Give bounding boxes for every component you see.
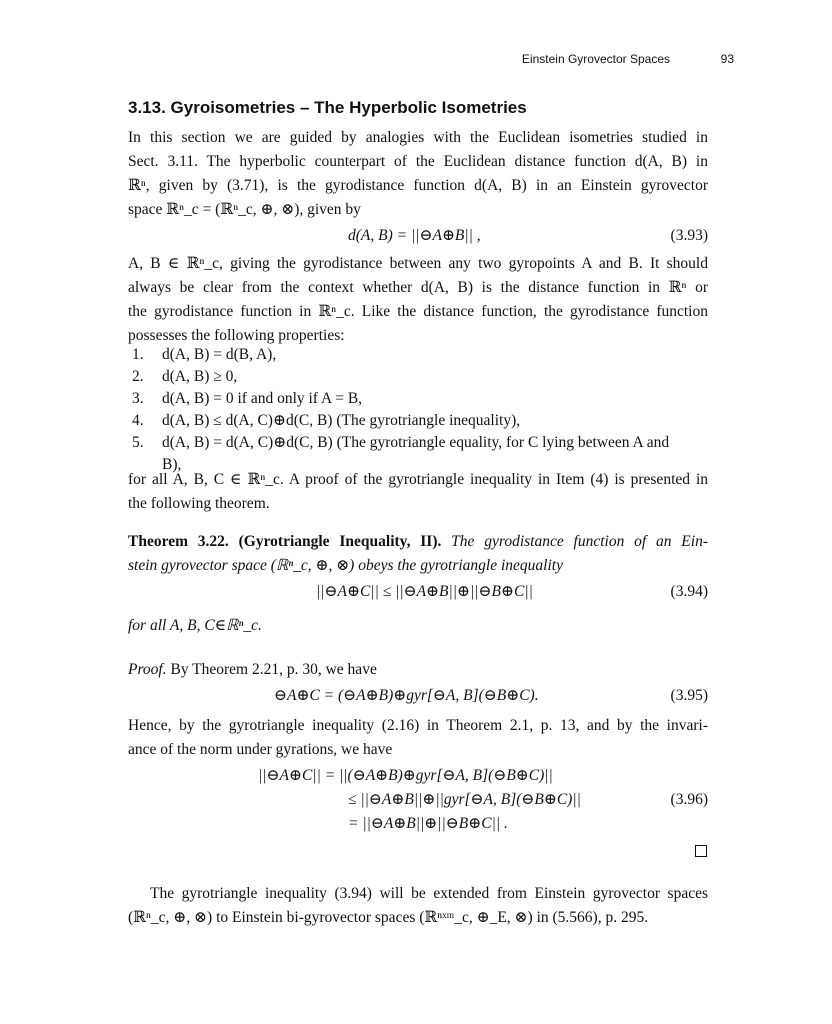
hence-paragraph bbox=[128, 714, 708, 762]
section-title: 3.13. Gyroisometries – The Hyperbolic Isometries bbox=[128, 98, 527, 117]
text-line: The gyrotriangle inequality (3.94) will be extended from Einstein gyrovector spaces bbox=[150, 885, 708, 902]
text-line: In this section we are guided by analogies with the Euclidean isometries studied in bbox=[128, 129, 708, 146]
theorem-text: The gyrodistance function of an Ein- bbox=[451, 533, 708, 550]
equation-3-95 bbox=[128, 684, 708, 708]
equation-number: (3.94) bbox=[670, 583, 708, 600]
closing-paragraph bbox=[128, 882, 708, 930]
equation-body: ||⊖A⊕C|| ≤ ||⊖A⊕B||⊕||⊖B⊕C|| bbox=[316, 583, 533, 600]
equation-number: (3.95) bbox=[670, 687, 708, 704]
equation-body: = ||⊖A⊕B||⊕||⊖B⊕C|| . bbox=[348, 815, 508, 832]
equation-3-93 bbox=[128, 224, 708, 248]
equation-3-96-line1 bbox=[128, 764, 708, 788]
theorem-statement bbox=[128, 530, 708, 578]
list-item bbox=[128, 344, 708, 366]
text-line: A, B ∈ ℝⁿ_c, giving the gyrodistance between any two gyropoints A and B. It should bbox=[128, 255, 708, 272]
equation-body: ≤ ||⊖A⊕B||⊕||gyr[⊖A, B](⊖B⊕C)|| bbox=[348, 791, 581, 808]
item-number: 1. bbox=[132, 346, 144, 363]
item-text: B), bbox=[162, 456, 182, 473]
text-line: possesses the following properties: bbox=[128, 327, 345, 344]
text-line: Hence, by the gyrotriangle inequality (2.16) in Theorem 2.1, p. 13, and by the invari- bbox=[128, 717, 708, 734]
text-line: for all A, B, C ∈ ℝⁿ_c. A proof of the gyrotriangle inequality in Item (4) is presented in bbox=[128, 471, 708, 488]
theorem-label: Theorem 3.22. (Gyrotriangle Inequality, II). bbox=[128, 533, 442, 550]
qed-box-icon bbox=[695, 845, 707, 857]
proof-text: By Theorem 2.21, p. 30, we have bbox=[170, 661, 377, 678]
list-item bbox=[128, 388, 708, 410]
equation-body: ⊖A⊕C = (⊖A⊕B)⊕gyr[⊖A, B](⊖B⊕C). bbox=[274, 687, 539, 704]
item-number: 5. bbox=[132, 434, 144, 451]
properties-list bbox=[128, 344, 708, 476]
text-line: ℝⁿ, given by (3.71), is the gyrodistance function d(A, B) in an Einstein gyrovector bbox=[128, 177, 708, 194]
text-line: the gyrodistance function in ℝⁿ_c. Like the distance function, the gyrodistance function bbox=[128, 303, 708, 320]
text-line: ance of the norm under gyrations, we have bbox=[128, 741, 393, 758]
after-list-paragraph bbox=[128, 468, 708, 516]
list-item bbox=[128, 432, 708, 454]
text-line: the following theorem. bbox=[128, 495, 270, 512]
list-item bbox=[128, 410, 708, 432]
equation-number: (3.96) bbox=[670, 791, 708, 808]
text-line: (ℝⁿ_c, ⊕, ⊗) to Einstein bi-gyrovector spaces (ℝⁿˣᵐ_c, ⊕_E, ⊗) in (5.566), p. 295. bbox=[128, 909, 649, 926]
equation-body: ||⊖A⊕C|| = ||(⊖A⊕B)⊕gyr[⊖A, B](⊖B⊕C)|| bbox=[258, 767, 553, 784]
running-head-title: Einstein Gyrovector Spaces bbox=[521, 52, 670, 66]
text-line: always be clear from the context whether d(A, B) is the distance function in ℝⁿ or bbox=[128, 279, 708, 296]
list-item bbox=[128, 366, 708, 388]
item-number: 2. bbox=[132, 368, 144, 385]
text-line: space ℝⁿ_c = (ℝⁿ_c, ⊕, ⊗), given by bbox=[128, 201, 361, 218]
item-text: d(A, B) = d(B, A), bbox=[162, 346, 277, 363]
equation-3-94 bbox=[128, 580, 708, 604]
item-number: 4. bbox=[132, 412, 144, 429]
item-number: 3. bbox=[132, 390, 144, 407]
gyrodistance-paragraph bbox=[128, 252, 708, 348]
equation-3-96-line3 bbox=[128, 812, 708, 836]
equation-number: (3.93) bbox=[670, 227, 708, 244]
proof-start bbox=[128, 658, 708, 682]
item-text: d(A, B) ≤ d(A, C)⊕d(C, B) (The gyrotriangle inequality), bbox=[162, 412, 521, 429]
for-all-line: for all A, B, C∈ℝⁿ_c. bbox=[128, 617, 262, 634]
theorem-text: stein gyrovector space (ℝⁿ_c, ⊕, ⊗) obeys the gyrotriangle inequality bbox=[128, 557, 563, 574]
page-number: 93 bbox=[720, 52, 734, 66]
item-text: d(A, B) = 0 if and only if A = B, bbox=[162, 390, 363, 407]
intro-paragraph bbox=[128, 126, 708, 222]
item-text: d(A, B) = d(A, C)⊕d(C, B) (The gyrotriangle equality, for C lying between A and bbox=[162, 434, 670, 451]
equation-3-96-line2 bbox=[128, 788, 708, 812]
proof-label: Proof. bbox=[128, 661, 167, 678]
item-text: d(A, B) ≥ 0, bbox=[162, 368, 238, 385]
text-line: Sect. 3.11. The hyperbolic counterpart of the Euclidean distance function d(A, B) in bbox=[128, 153, 708, 170]
equation-body: d(A, B) = ||⊖A⊕B|| , bbox=[348, 227, 481, 244]
